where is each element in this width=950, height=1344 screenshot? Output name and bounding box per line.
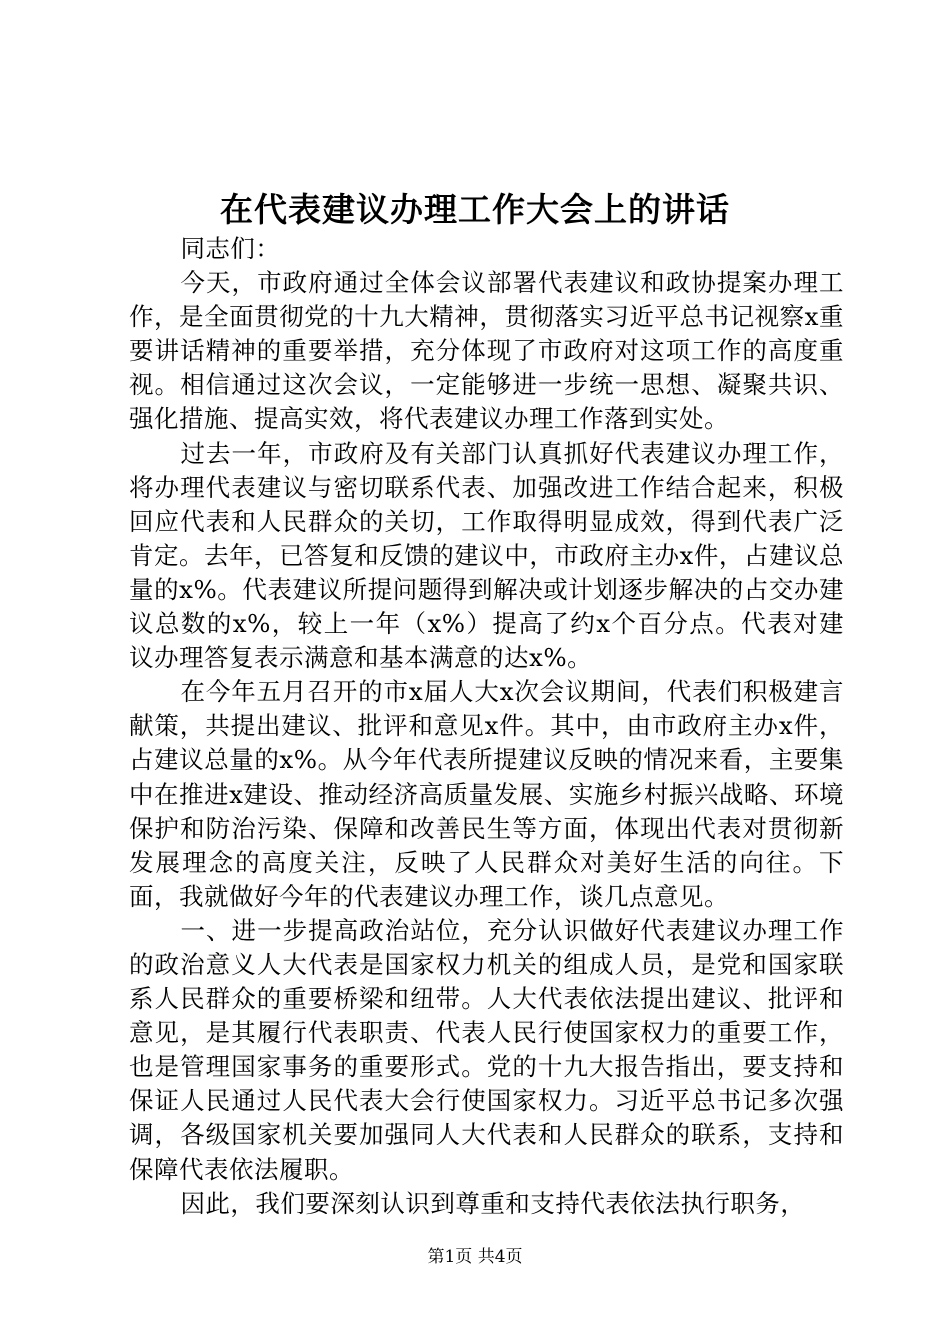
paragraph: 一、进一步提高政治站位，充分认识做好代表建议办理工作的政治意义人大代表是国家权力机关的组成人员，是党和国家联系人民群众的重要桥梁和纽带。人大代表依法提出建议、批评和意见，是其履行代表职责、代表人民行使国家权力的重要工作，也是管理国家事务的重要形式。党的十九大报告指出，要支持和保证人民通过人民代表大会行使国家权力。习近平总书记多次强调，各级国家机关要加强同人大代表和人民群众的联系，支持和保障代表依法履职。 — [129, 915, 844, 1184]
paragraph: 今天，市政府通过全体会议部署代表建议和政协提案办理工作，是全面贯彻党的十九大精神，贯彻落实习近平总书记视察x重要讲话精神的重要举措，充分体现了市政府对这项工作的高度重视。相信通过这次会议，一定能够进一步统一思想、凝聚共识、强化措施、提高实效，将代表建议办理工作落到实处。 — [129, 268, 844, 434]
salutation: 同志们： — [180, 234, 281, 263]
page-number-footer: 第1页 共4页 — [427, 1247, 523, 1267]
paragraph: 在今年五月召开的市x届人大x次会议期间，代表们积极建言献策，共提出建议、批评和意见x件。其中，由市政府主办x件，占建议总量的x%。从今年代表所提建议反映的情况来看，主要集中在推进x建设、推动经济高质量发展、实施乡村振兴战略、环境保护和防治污染、保障和改善民生等方面，体现出代表对贯彻新发展理念的高度关注，反映了人民群众对美好生活的向往。下面，我就做好今年的代表建议办理工作，谈几点意见。 — [129, 677, 844, 911]
paragraph: 因此，我们要深刻认识到尊重和支持代表依法执行职务， — [180, 1188, 806, 1218]
document-body — [129, 232, 844, 1221]
paragraph: 过去一年，市政府及有关部门认真抓好代表建议办理工作，将办理代表建议与密切联系代表、加强改进工作结合起来，积极回应代表和人民群众的关切，工作取得明显成效，得到代表广泛肯定。去年，已答复和反馈的建议中，市政府主办x件，占建议总量的x%。代表建议所提问题得到解决或计划逐步解决的占交办建议总数的x%，较上一年（x%）提高了约x个百分点。代表对建议办理答复表示满意和基本满意的达x%。 — [129, 438, 844, 673]
document-title: 在代表建议办理工作大会上的讲话 — [220, 190, 730, 229]
